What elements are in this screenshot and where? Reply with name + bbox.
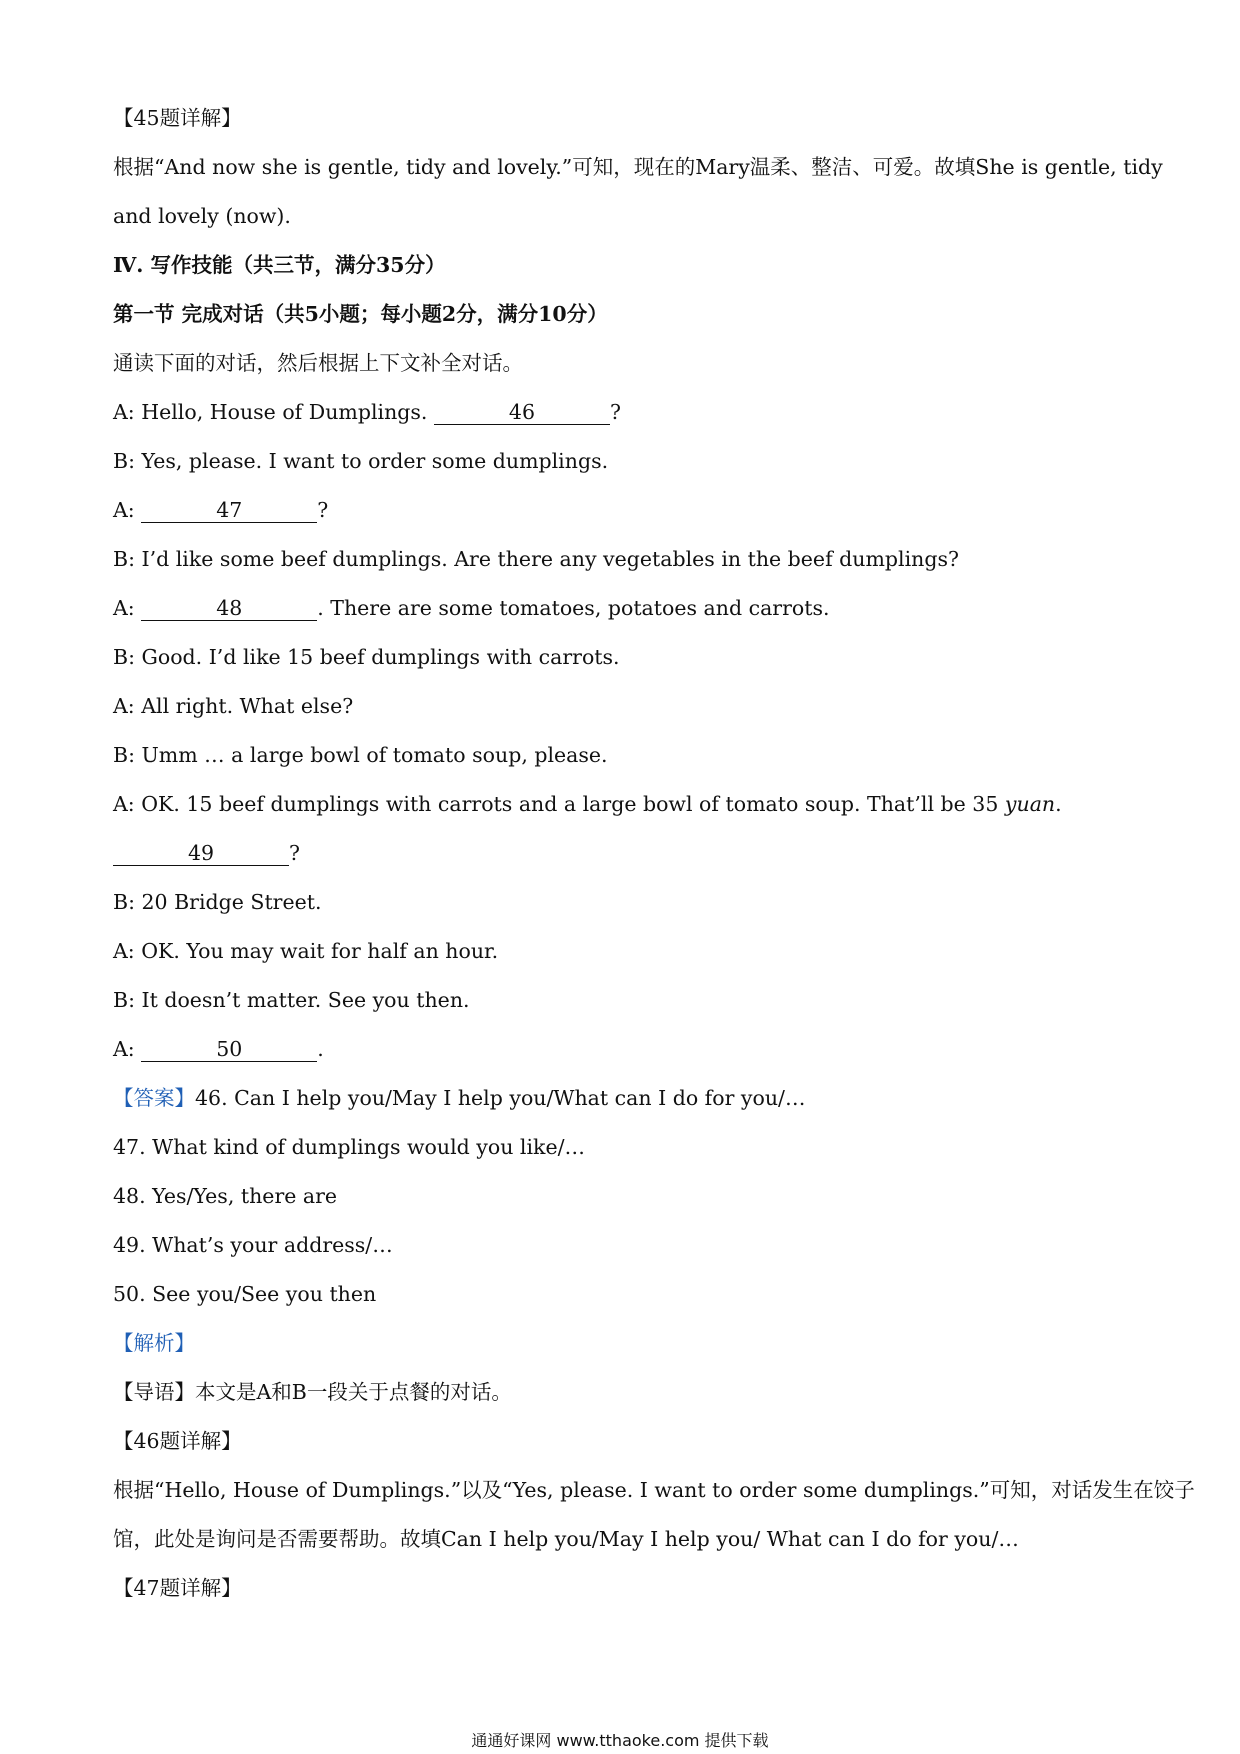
document-page: [113, 94, 1195, 1613]
q47-heading: 【47题详解】: [113, 1576, 242, 1600]
dialogue-line-13: B: It doesn’t matter. See you then.: [113, 988, 470, 1012]
q45-heading: 【45题详解】: [113, 106, 242, 130]
dialogue-text: ?: [317, 498, 329, 522]
dialogue-italic-yuan: yuan: [1004, 792, 1056, 816]
answer-50: 50. See you/See you then: [113, 1282, 377, 1306]
dialogue-text: A:: [113, 498, 142, 522]
dialogue-text: .: [1055, 792, 1062, 816]
dialogue-line-6: B: Good. I’d like 15 beef dumplings with carrots.: [113, 645, 620, 669]
section1-title: 第一节 完成对话（共5小题；每小题2分，满分10分）: [113, 302, 608, 326]
dialogue-text: ?: [609, 400, 621, 424]
dialogue-line-11: B: 20 Bridge Street.: [113, 890, 322, 914]
analysis-intro: 【导语】本文是A和B一段关于点餐的对话。: [113, 1380, 512, 1404]
answer-47: 47. What kind of dumplings would you like/…: [113, 1135, 586, 1159]
answer-46: [113, 1074, 1123, 1123]
dialogue-line-10: [113, 829, 1123, 878]
answer-text: 46. Can I help you/May I help you/What can I do for you/…: [195, 1086, 806, 1110]
dialogue-text: .: [317, 1037, 324, 1061]
blank-47: 47: [141, 499, 317, 523]
dialogue-text: A:: [113, 596, 142, 620]
dialogue-line-4: B: I’d like some beef dumplings. Are there any vegetables in the beef dumplings?: [113, 547, 960, 571]
blank-50: 50: [141, 1038, 317, 1062]
blank-46: 46: [434, 401, 610, 425]
dialogue-line-3: [113, 486, 1123, 535]
blank-48: 48: [141, 597, 317, 621]
answer-48: 48. Yes/Yes, there are: [113, 1184, 338, 1208]
q46-text-line2: 馆，此处是询问是否需要帮助。故填Can I help you/May I help you/ What can I do for you/…: [113, 1527, 1019, 1551]
dialogue-text: . There are some tomatoes, potatoes and carrots.: [317, 596, 830, 620]
dialogue-line-14: [113, 1025, 1123, 1074]
q45-text-line2: and lovely (now).: [113, 204, 291, 228]
dialogue-line-1: [113, 388, 1123, 437]
dialogue-text: A: OK. 15 beef dumplings with carrots and a large bowl of tomato soup. That’ll be 35: [113, 792, 1005, 816]
analysis-tag: 【解析】: [113, 1331, 195, 1355]
dialogue-text: ?: [289, 841, 300, 865]
q45-text-line1: 根据“And now she is gentle, tidy and lovely.”可知，现在的Mary温柔、整洁、可爱。故填She is gentle, tidy: [113, 155, 1163, 179]
section4-title: Ⅳ. 写作技能（共三节，满分35分）: [113, 253, 446, 277]
dialogue-text: A: Hello, House of Dumplings.: [113, 400, 434, 424]
answer-tag: 【答案】: [113, 1086, 195, 1110]
dialogue-line-5: [113, 584, 1123, 633]
instructions: 通读下面的对话，然后根据上下文补全对话。: [113, 351, 523, 375]
dialogue-line-9: [113, 780, 1123, 829]
q46-text-line1: 根据“Hello, House of Dumplings.”以及“Yes, please. I want to order some dumplings.”可知，对话发生在饺子: [113, 1478, 1195, 1502]
dialogue-line-7: A: All right. What else?: [113, 694, 354, 718]
page-footer: 通通好课网 www.tthaoke.com 提供下载: [471, 1731, 769, 1750]
answer-49: 49. What’s your address/…: [113, 1233, 393, 1257]
q46-heading: 【46题详解】: [113, 1429, 242, 1453]
dialogue-text: A:: [113, 1037, 142, 1061]
dialogue-line-2: B: Yes, please. I want to order some dumplings.: [113, 449, 609, 473]
dialogue-line-8: B: Umm … a large bowl of tomato soup, please.: [113, 743, 608, 767]
dialogue-line-12: A: OK. You may wait for half an hour.: [113, 939, 499, 963]
blank-49: 49: [113, 842, 289, 866]
